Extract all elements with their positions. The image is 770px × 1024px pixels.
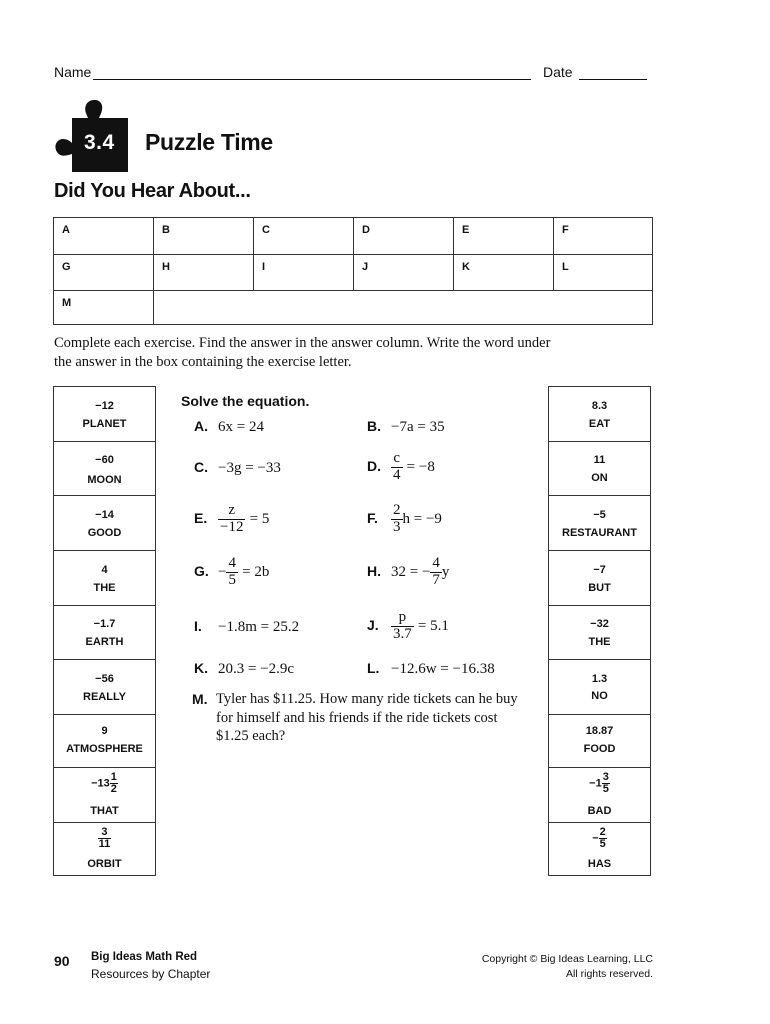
answer-value: 1.3 <box>591 673 608 685</box>
answer-value: 18.87 <box>585 725 614 737</box>
grid-cell-k[interactable]: K <box>454 255 554 291</box>
section-number: 3.4 <box>84 131 115 154</box>
exercise-equation: h = −9 <box>402 511 442 528</box>
value-fraction <box>602 772 610 795</box>
answer-cell <box>54 442 155 496</box>
answer-value: 8.3 <box>591 400 608 412</box>
grid-cell-m-answer[interactable] <box>154 291 652 324</box>
grid-cell-c[interactable]: C <box>254 218 354 255</box>
answer-word: THAT <box>90 805 119 817</box>
fraction-numerator: 3 <box>602 771 609 783</box>
exercise-k <box>194 660 294 678</box>
fraction-denominator: 5 <box>599 838 606 850</box>
answer-cell <box>549 606 650 660</box>
date-field-line[interactable] <box>579 79 647 80</box>
answer-word: PLANET <box>82 418 127 430</box>
instructions: Complete each exercise. Find the answer in the answer column. Write the word under the answer in the box containing the exercise letter. <box>54 335 551 370</box>
fraction-denominator: 3 <box>393 518 401 535</box>
answer-value: −14 <box>95 509 114 521</box>
exercise-label: I. <box>194 618 202 634</box>
answer-word: ORBIT <box>87 858 122 870</box>
answer-word: THE <box>588 636 611 648</box>
exercise-equation: = 5.1 <box>417 618 449 635</box>
answer-grid <box>53 217 653 325</box>
fraction-numerator: 2 <box>599 826 606 838</box>
answer-value: −5 <box>593 509 606 521</box>
fraction-denominator: 3.7 <box>393 625 412 642</box>
exercise-label: E. <box>194 510 208 527</box>
word-problem-text: Tyler has $11.25. How many ride tickets can he buy for himself and his friends if the ride tickets cost $1.25 each? <box>216 691 518 744</box>
answer-cell <box>54 551 155 606</box>
fraction-denominator: −12 <box>220 518 244 535</box>
answer-word: EAT <box>588 418 611 430</box>
right-answer-column <box>548 386 651 876</box>
exercise-fraction <box>218 503 245 536</box>
exercise-label: F. <box>367 510 378 527</box>
fraction-numerator: 1 <box>110 771 117 783</box>
answer-value: 9 <box>101 725 108 737</box>
fraction-numerator: 4 <box>432 555 440 571</box>
exercise-b <box>367 418 445 436</box>
answer-cell <box>549 442 650 496</box>
name-label: Name <box>54 64 92 80</box>
page-number: 90 <box>54 953 70 969</box>
fraction-denominator: 4 <box>393 466 401 483</box>
exercise-fraction <box>391 503 403 536</box>
answer-value: −7 <box>593 564 606 576</box>
exercise-g <box>194 556 269 589</box>
answer-value: 4 <box>101 564 108 576</box>
solve-instruction: Solve the equation. <box>181 393 310 409</box>
grid-cell-i[interactable]: I <box>254 255 354 291</box>
answer-value <box>54 772 155 795</box>
answer-word: GOOD <box>87 527 122 539</box>
fraction-numerator: 4 <box>228 555 236 571</box>
fraction-denominator: 5 <box>228 571 236 588</box>
answer-value: −1.7 <box>93 618 116 630</box>
date-label: Date <box>543 64 573 80</box>
answer-cell <box>54 496 155 551</box>
exercise-m <box>192 690 532 746</box>
exercise-fraction <box>430 556 442 589</box>
answer-word: THE <box>93 582 116 594</box>
fraction-denominator: 2 <box>110 783 117 795</box>
exercise-equation: = −8 <box>406 459 435 476</box>
exercise-h <box>367 556 449 589</box>
exercise-label: D. <box>367 458 381 475</box>
value-whole: −1 <box>589 777 602 790</box>
value-fraction <box>110 772 118 795</box>
exercise-label: J. <box>367 617 379 634</box>
answer-value <box>549 827 650 850</box>
fraction-numerator: z <box>228 502 236 518</box>
answer-value: −32 <box>590 618 609 630</box>
answer-cell <box>54 768 155 823</box>
exercise-equation: y <box>441 564 450 581</box>
value-fraction <box>599 827 607 850</box>
grid-cell-g[interactable]: G <box>54 255 154 291</box>
grid-cell-m[interactable]: M <box>54 291 154 324</box>
answer-value <box>549 772 650 795</box>
answer-cell <box>54 606 155 660</box>
answer-value: 11 <box>593 454 606 466</box>
left-answer-column <box>53 386 156 876</box>
exercise-l <box>367 660 495 678</box>
exercise-label: L. <box>367 660 380 676</box>
book-subtitle: Resources by Chapter <box>91 967 211 981</box>
exercise-e <box>194 503 269 536</box>
exercise-lhs: 32 = − <box>391 564 431 581</box>
answer-cell <box>549 768 650 823</box>
exercise-j <box>367 610 449 643</box>
exercise-fraction <box>226 556 238 589</box>
answer-word: MOON <box>87 474 122 486</box>
fraction-numerator: 2 <box>393 502 401 518</box>
book-title: Big Ideas Math Red <box>91 951 198 963</box>
rights-text: All rights reserved. <box>566 968 653 980</box>
exercise-equation: 6x = 24 <box>218 419 264 435</box>
answer-value: −56 <box>95 673 114 685</box>
exercise-label: A. <box>194 418 208 434</box>
grid-cell-f[interactable]: F <box>554 218 652 255</box>
name-field-line[interactable] <box>93 79 531 80</box>
answer-cell <box>54 715 155 768</box>
exercise-label: M. <box>192 691 208 707</box>
fraction-denominator: 11 <box>98 838 111 850</box>
answer-word: ATMOSPHERE <box>66 743 143 755</box>
answer-cell <box>549 715 650 768</box>
answer-word: REALLY <box>83 691 126 703</box>
answer-value: −12 <box>95 400 114 412</box>
exercise-label: H. <box>367 563 381 580</box>
exercise-equation: = 5 <box>249 511 270 528</box>
answer-word: BUT <box>588 582 611 594</box>
answer-word: RESTAURANT <box>562 527 637 539</box>
exercise-equation: −1.8m = 25.2 <box>218 619 300 635</box>
fraction-numerator: 3 <box>101 826 108 838</box>
exercise-equation: −12.6w = −16.38 <box>391 661 495 677</box>
exercise-a <box>194 418 264 436</box>
answer-word: EARTH <box>85 636 124 648</box>
grid-cell-e[interactable]: E <box>454 218 554 255</box>
answer-value: −60 <box>95 454 114 466</box>
exercise-f <box>367 503 442 536</box>
fraction-denominator: 5 <box>602 783 609 795</box>
exercise-c <box>194 459 281 477</box>
grid-cell-h[interactable]: H <box>154 255 254 291</box>
answer-word: BAD <box>587 805 612 817</box>
answer-cell <box>549 387 650 442</box>
exercise-sign: − <box>218 564 227 581</box>
value-fraction <box>98 827 112 850</box>
answer-word: NO <box>591 690 608 702</box>
answer-cell <box>549 823 650 875</box>
exercise-label: B. <box>367 418 381 434</box>
exercise-d <box>367 451 435 484</box>
answer-cell <box>549 551 650 606</box>
exercise-label: G. <box>194 563 209 580</box>
copyright-text: Copyright © Big Ideas Learning, LLC <box>481 953 653 965</box>
fraction-numerator: c <box>393 450 401 466</box>
value-sign: − <box>592 832 599 845</box>
exercise-equation: 20.3 = −2.9c <box>218 661 295 677</box>
exercise-label: C. <box>194 459 208 475</box>
page-title: Puzzle Time <box>145 129 273 155</box>
fraction-numerator: p <box>398 609 407 625</box>
value-whole: −13 <box>91 777 110 790</box>
exercise-label: K. <box>194 660 208 676</box>
exercise-equation: = 2b <box>242 564 270 581</box>
answer-cell <box>54 660 155 715</box>
exercise-i <box>194 618 299 636</box>
answer-cell <box>54 387 155 442</box>
answer-cell <box>549 660 650 715</box>
answer-word: ON <box>591 472 608 484</box>
grid-cell-a[interactable]: A <box>54 218 154 255</box>
answer-value <box>54 827 155 850</box>
answer-word: HAS <box>587 858 612 870</box>
answer-word: FOOD <box>583 743 616 755</box>
exercise-equation: −3g = −33 <box>218 460 281 476</box>
grid-cell-l[interactable]: L <box>554 255 652 291</box>
exercise-fraction <box>391 610 414 643</box>
grid-cell-j[interactable]: J <box>354 255 454 291</box>
exercise-equation: −7a = 35 <box>391 419 445 435</box>
riddle-heading: Did You Hear About... <box>54 180 251 202</box>
grid-cell-d[interactable]: D <box>354 218 454 255</box>
answer-cell <box>549 496 650 551</box>
answer-cell <box>54 823 155 875</box>
exercise-fraction <box>391 451 403 484</box>
grid-cell-b[interactable]: B <box>154 218 254 255</box>
fraction-denominator: 7 <box>432 571 440 588</box>
